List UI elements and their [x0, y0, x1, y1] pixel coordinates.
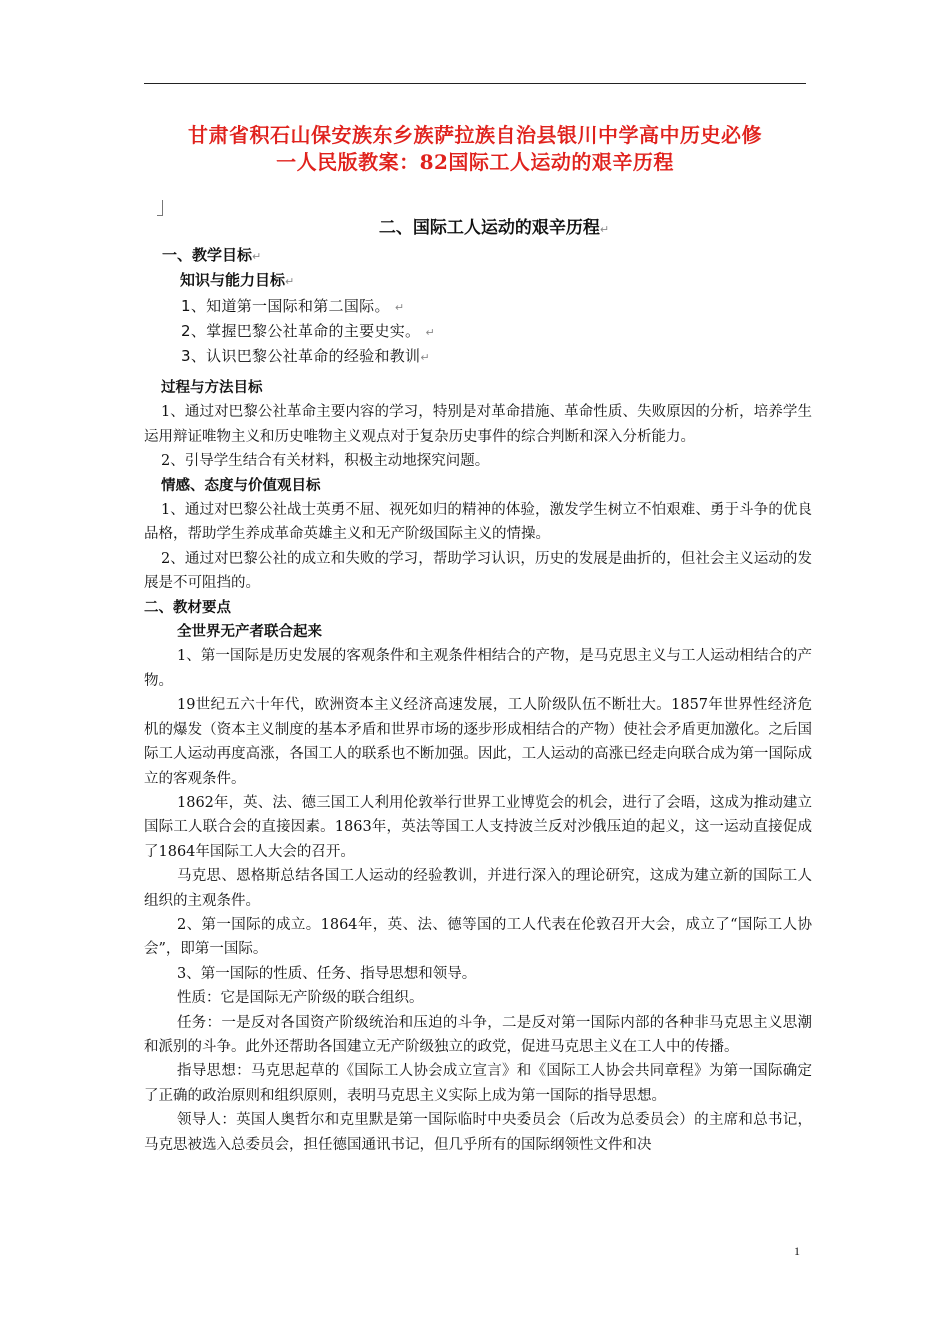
- material-paragraph-6: 3、第一国际的性质、任务、指导思想和领导。: [177, 965, 477, 982]
- material-paragraph-4: 马克思、恩格斯总结各国工人运动的经验教训，并进行深入的理论研究，这成为建立新的国际工人组织的主观条件。: [144, 868, 812, 909]
- section-heading: 二、国际工人运动的艰辛历程↵: [378, 218, 610, 238]
- goal-item-3: 3、认识巴黎公社革命的经验和教训↵: [181, 347, 430, 365]
- teaching-goals-heading: 一、教学目标↵: [162, 246, 262, 264]
- paragraph-mark-icon: ↵: [285, 275, 295, 288]
- material-paragraph-1: 1、第一国际是历史发展的客观条件和主观条件相结合的产物，是马克思主义与工人运动相结合的产物。: [144, 648, 812, 689]
- material-paragraph-10: 领导人：英国人奥哲尔和克里默是第一国际临时中央委员会（后改为总委员会）的主席和总书记，马克思被选入总委员会，担任德国通讯书记，但几乎所有的国际纲领性文件和决: [144, 1112, 812, 1153]
- emotion-paragraph-1: 1、通过对巴黎公社战士英勇不屈、视死如归的精神的体验，激发学生树立不怕艰难、勇于斗争的优良品格，帮助学生养成革命英雄主义和无产阶级国际主义的情操。: [144, 502, 812, 543]
- paragraph-mark-icon: ↵: [425, 326, 435, 339]
- material-paragraph-8: 任务：一是反对各国资产阶级统治和压迫的斗争，二是反对第一国际内部的各种非马克思主义思潮和派别的斗争。此外还帮助各国建立无产阶级独立的政党，促进马克思主义在工人中的传播。: [144, 1014, 812, 1055]
- goal-item-1: 1、知道第一国际和第二国际。 ↵: [181, 297, 405, 315]
- goal-item-2: 2、掌握巴黎公社革命的主要史实。 ↵: [181, 322, 435, 340]
- document-title: [144, 122, 806, 176]
- paragraph-mark-icon: ↵: [420, 351, 430, 364]
- emotion-paragraph-2: 2、通过对巴黎公社的成立和失败的学习，帮助学习认识，历史的发展是曲折的，但社会主义运动的发展是不可阻挡的。: [144, 550, 812, 592]
- process-paragraph-1: 1、通过对巴黎公社革命主要内容的学习，特别是对革命措施、革命性质、失败原因的分析，培养学生运用辩证唯物主义和历史唯物主义观点对于复杂历史事件的综合判断和深入分析能力。: [144, 404, 812, 445]
- material-subheading: 全世界无产者联合起来: [177, 623, 322, 641]
- material-heading: 二、教材要点: [144, 598, 231, 616]
- title-line-2: 一人民版教案：82国际工人运动的艰辛历程: [276, 150, 674, 174]
- material-paragraph-3: 1862年，英、法、德三国工人利用伦敦举行世界工业博览会的机会，进行了会晤，这成为推动建立国际工人联合会的直接因素。1863年，英法等国工人支持波兰反对沙俄压迫的起义，这一运动直接促成了1864年国际工人大会的召开。: [144, 794, 812, 860]
- material-paragraph-7: 性质：它是国际无产阶级的联合组织。: [177, 990, 424, 1007]
- paragraph-mark-icon: ↵: [252, 250, 262, 263]
- emotion-goals-heading: 情感、态度与价值观目标: [161, 476, 321, 494]
- page-number: 1: [794, 1244, 800, 1258]
- title-line-1: 甘肃省积石山保安族东乡族萨拉族自治县银川中学高中历史必修: [188, 123, 762, 147]
- material-paragraph-9: 指导思想：马克思起草的《国际工人协会成立宣言》和《国际工人协会共同章程》为第一国际确定了正确的政治原则和组织原则，表明马克思主义实际上成为第一国际的指导思想。: [144, 1063, 812, 1104]
- paragraph-mark-icon: ↵: [599, 223, 610, 236]
- material-paragraph-5: 2、第一国际的成立。1864年，英、法、德等国的工人代表在伦敦召开大会，成立了“国际工人协会”，即第一国际。: [144, 916, 812, 958]
- crop-mark: [162, 200, 163, 216]
- knowledge-goals-heading: 知识与能力目标↵: [180, 271, 295, 289]
- process-paragraph-2: 2、引导学生结合有关材料，积极主动地探究问题。: [161, 453, 490, 470]
- material-paragraph-2: 19世纪五六十年代，欧洲资本主义经济高速发展，工人阶级队伍不断壮大。1857年世界性经济危机的爆发（资本主义制度的基本矛盾和世界市场的逐步形成相结合的产物）使社会矛盾更加激化。之后国际工人运动再度高涨，各国工人的联系也不断加强。因此，工人运动的高涨已经走向联合成为第一国际成立的客观条件。: [144, 697, 812, 787]
- header-rule: [144, 83, 806, 84]
- paragraph-mark-icon: ↵: [394, 301, 405, 314]
- process-goals-heading: 过程与方法目标: [161, 379, 263, 396]
- document-body: [144, 376, 812, 1157]
